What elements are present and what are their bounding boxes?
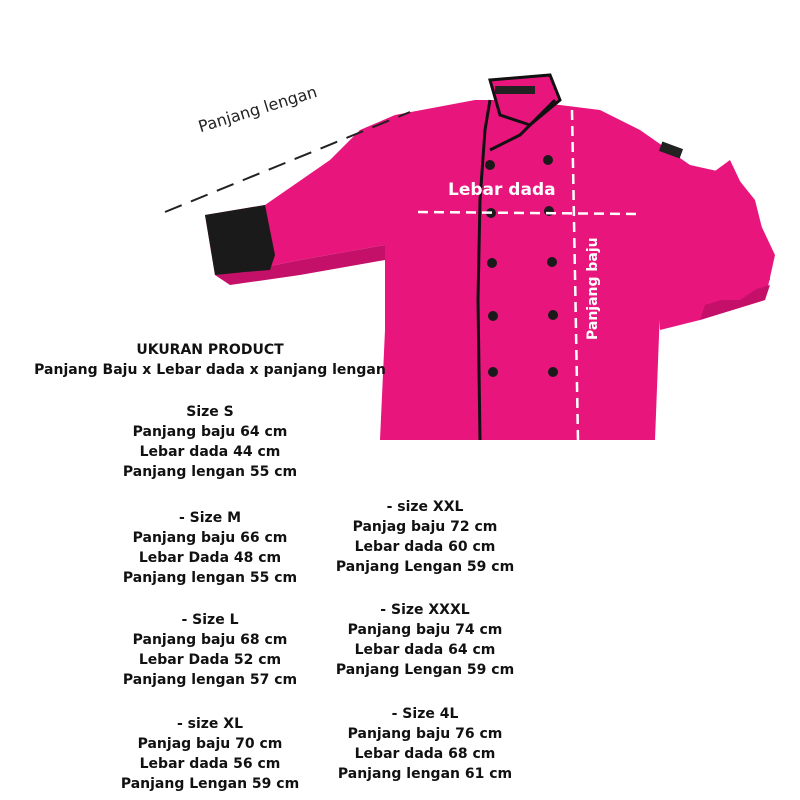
size-block-m <box>95 508 325 588</box>
size-line: Panjang Lengan 59 cm <box>120 776 300 792</box>
jacket-left-cuff <box>205 205 275 275</box>
size-line: Panjang baju 66 cm <box>132 530 288 546</box>
body-length-label: Panjang baju <box>585 237 601 340</box>
size-name: Size S <box>186 404 234 420</box>
size-block-xl <box>95 714 325 794</box>
brand-tag-icon <box>495 86 535 94</box>
size-line: Lebar Dada 48 cm <box>138 550 282 566</box>
size-block-xxxl <box>325 600 525 680</box>
size-block-s <box>95 402 325 482</box>
size-line: Panjang Lengan 59 cm <box>335 662 515 678</box>
size-line: Lebar dada 56 cm <box>139 756 281 772</box>
size-line: Panjang Lengan 59 cm <box>335 559 515 575</box>
size-line: Panjang lengan 57 cm <box>122 672 298 688</box>
size-name: - size XL <box>176 716 244 732</box>
sleeve-length-label: Panjang lengan <box>196 82 320 137</box>
size-line: Panjang lengan 55 cm <box>122 570 298 586</box>
chest-width-label: Lebar dada <box>448 180 556 200</box>
size-block-l <box>95 610 325 690</box>
size-line: Lebar dada 60 cm <box>354 539 496 555</box>
size-line: Panjang baju 76 cm <box>347 726 503 742</box>
size-line: Lebar Dada 52 cm <box>138 652 282 668</box>
size-line: Panjang baju 64 cm <box>132 424 288 440</box>
size-name: - Size M <box>178 510 241 526</box>
size-block-4l <box>325 704 525 784</box>
size-line: Lebar dada 68 cm <box>354 746 496 762</box>
size-line: Panjang baju 74 cm <box>347 622 503 638</box>
size-name: - Size L <box>181 612 239 628</box>
size-name: - size XXL <box>386 499 464 515</box>
size-line: Panjang lengan 55 cm <box>122 464 298 480</box>
size-name: - Size XXXL <box>380 602 470 618</box>
size-chart-header <box>20 340 400 380</box>
size-line: Panjag baju 70 cm <box>137 736 283 752</box>
size-line: Lebar dada 44 cm <box>139 444 281 460</box>
size-block-xxl <box>325 497 525 577</box>
size-line: Panjang baju 68 cm <box>132 632 288 648</box>
size-line: Panjag baju 72 cm <box>352 519 498 535</box>
size-line: Lebar dada 64 cm <box>354 642 496 658</box>
size-line: Panjang lengan 61 cm <box>337 766 513 782</box>
size-name: - Size 4L <box>391 706 459 722</box>
size-chart-title: UKURAN PRODUCT <box>136 342 284 358</box>
size-chart-subtitle: Panjang Baju x Lebar dada x panjang lengan <box>34 362 386 378</box>
